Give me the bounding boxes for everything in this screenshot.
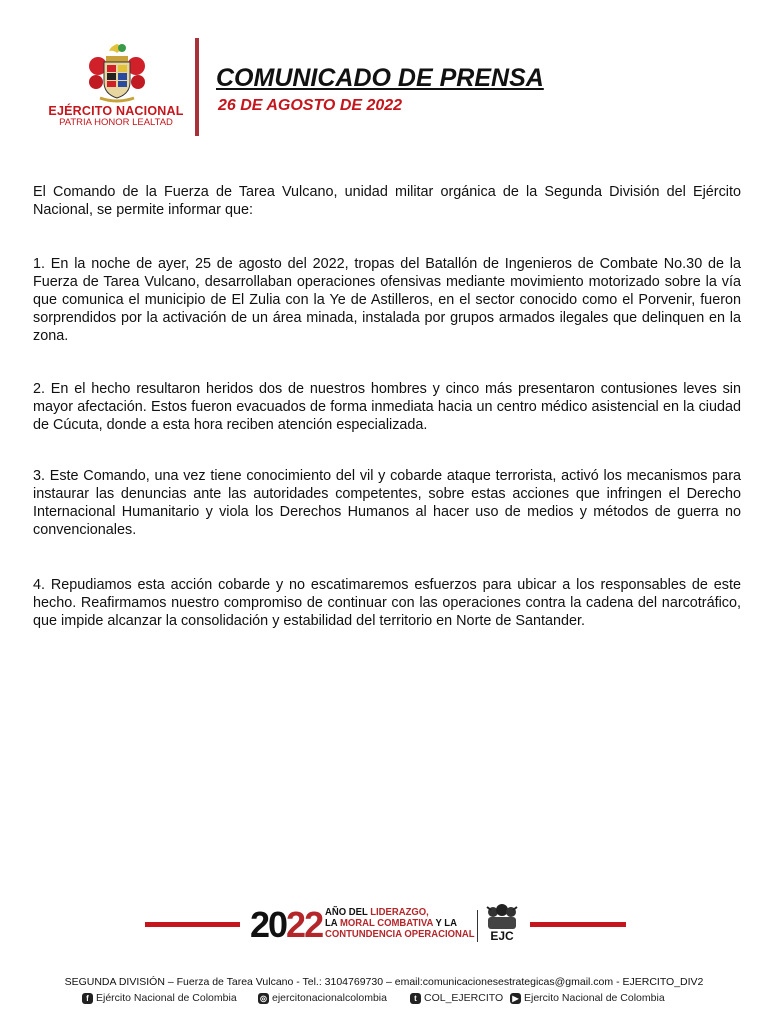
social-label: ejercitonacionalcolombia — [272, 992, 387, 1004]
social-instagram[interactable] — [258, 992, 387, 1004]
banner-right-line — [530, 922, 626, 927]
social-label: Ejército Nacional de Colombia — [96, 992, 237, 1004]
instagram-icon: ◎ — [258, 993, 269, 1004]
logo-name: EJÉRCITO NACIONAL — [48, 104, 184, 118]
banner-left-line — [145, 922, 240, 927]
slogan-l2-black-b: Y LA — [433, 918, 457, 929]
logo-motto: PATRIA HONOR LEALTAD — [59, 117, 173, 128]
facebook-icon: f — [82, 993, 93, 1004]
header-divider — [195, 38, 199, 136]
press-date: 26 DE AGOSTO DE 2022 — [218, 97, 403, 114]
social-label: Ejercito Nacional de Colombia — [524, 992, 665, 1004]
footer-contact: SEGUNDA DIVISIÓN – Fuerza de Tarea Vulcano - Tel.: 3104769730 – email:comunicacionesestrategicas@gmail.com - EJERCITO_DIV2 — [64, 976, 704, 988]
slogan-l1-red: LIDERAZGO, — [370, 907, 429, 918]
year-red: 22 — [286, 904, 323, 945]
ejc-text: EJC — [490, 929, 514, 943]
page-title: COMUNICADO DE PRENSA — [216, 64, 544, 92]
slogan-l2-black-a: LA — [325, 918, 340, 929]
slogan-l2-red: MORAL COMBATIVA — [339, 918, 434, 929]
intro-paragraph: El Comando de la Fuerza de Tarea Vulcano, unidad militar orgánica de la Segunda División del Ejército Nacional, se permite informar que: — [33, 184, 741, 218]
paragraph-1: 1. En la noche de ayer, 25 de agosto del 2022, tropas del Batallón de Ingenieros de Combate No.30 de la Fuerza de Tarea Vulcano, desarrollaban operaciones ofensivas mediante movimiento motorizado sobre la vía que comunica el municipio de El Zulia con la Ye de Astilleros, en el sector conocido como el Porvenir, fueron sorprendidos por la activación de un área minada, instalada por grupos armados ilegales que delinquen en la zona. — [33, 256, 741, 344]
paragraph-4: 4. Repudiamos esta acción cobarde y no escatimaremos esfuerzos para ubicar a los responsables de este hecho. Reafirmamos nuestro compromiso de continuar con las operaciones contra la cadena del narcotráfico, que impide alcanzar la consolidación y estabilidad del territorio en Norte de Santander. — [33, 577, 741, 629]
youtube-icon: ▶ — [510, 993, 521, 1004]
social-label: COL_EJERCITO — [424, 992, 504, 1004]
year-black: 20 — [250, 904, 287, 945]
soldiers-emblem-icon — [483, 904, 521, 930]
social-youtube[interactable] — [510, 992, 665, 1004]
social-facebook[interactable] — [82, 992, 237, 1004]
slogan-l1-black: AÑO DEL — [325, 907, 371, 918]
paragraph-2: 2. En el hecho resultaron heridos dos de nuestros hombres y cinco más presentaron contusiones leves sin mayor afectación. Estos fueron evacuados de forma inmediata hacia un centro médico asistencial en la ciudad de Cúcuta, donde a esta hora reciben atención especializada. — [33, 381, 741, 433]
banner-separator — [477, 910, 478, 942]
paragraph-3: 3. Este Comando, una vez tiene conocimiento del vil y cobarde ataque terrorista, activó los mecanismos para instaurar las denuncias ante las autoridades competentes, sobre estas acciones que infringen el Derecho Internacional Humanitario y viola los Derechos Humanos al hacer uso de medios y métodos de guerra no convencionales. — [33, 468, 741, 538]
social-twitter[interactable] — [410, 992, 503, 1004]
army-logo — [36, 40, 196, 132]
banner-year — [250, 904, 322, 946]
twitter-icon: t — [410, 993, 421, 1004]
coat-of-arms-icon — [86, 42, 148, 104]
banner-slogan — [325, 907, 475, 940]
ejc-logo — [483, 904, 521, 944]
slogan-l3-red: CONTUNDENCIA OPERACIONAL — [325, 929, 475, 940]
